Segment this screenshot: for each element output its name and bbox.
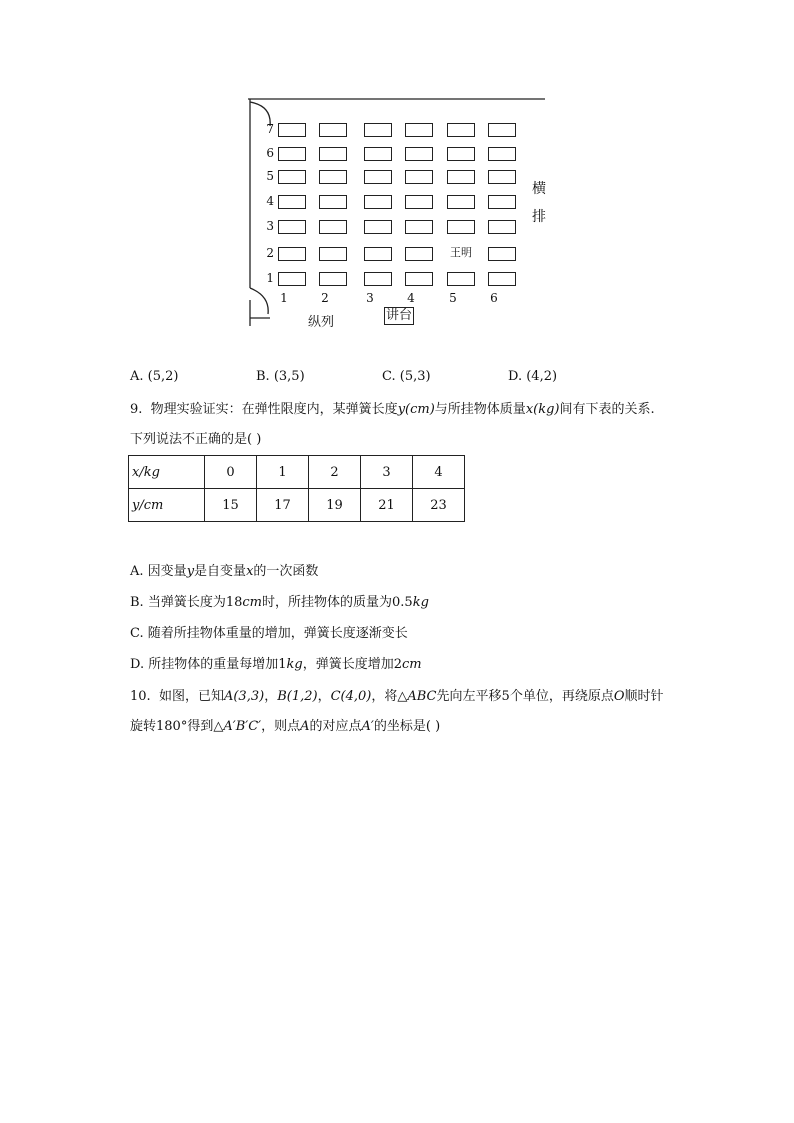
option-letter: C. xyxy=(130,626,144,641)
option-text: (4,2) xyxy=(526,369,558,384)
seat-row4-col5 xyxy=(447,195,475,209)
q9-text-3: 间有下表的关系. xyxy=(559,402,655,417)
q9-option-b[interactable] xyxy=(130,594,429,612)
seat-row5-col6 xyxy=(488,170,516,184)
seat-row1-col3 xyxy=(364,272,392,286)
seat-row4-col1 xyxy=(278,195,306,209)
table-cell: 2 xyxy=(309,456,361,489)
q10-point: A′ xyxy=(361,719,374,734)
seat-row5-col5 xyxy=(447,170,475,184)
seat-row7-col4 xyxy=(405,123,433,137)
q9-option-d[interactable] xyxy=(130,656,422,674)
table-cell: 23 xyxy=(413,489,465,522)
seat-row6-col6 xyxy=(488,147,516,161)
row-number-label: 6 xyxy=(266,146,274,160)
q10-point-a: A(3,3) xyxy=(223,689,265,704)
column-number-label: 4 xyxy=(407,291,415,305)
option-value: 1 xyxy=(278,657,287,672)
option-text: 因变量 xyxy=(147,564,187,579)
option-letter: D. xyxy=(130,657,145,672)
seat-row6-col2 xyxy=(319,147,347,161)
seat-row3-col6 xyxy=(488,220,516,234)
option-text: (3,5) xyxy=(273,369,305,384)
seat-row1-col4 xyxy=(405,272,433,286)
option-letter: A. xyxy=(130,369,144,384)
row-number-label: 2 xyxy=(266,246,274,260)
option-text: (5,3) xyxy=(399,369,431,384)
seat-row3-col3 xyxy=(364,220,392,234)
q10-text: ，将 xyxy=(371,689,398,704)
q9-var-y: y(cm) xyxy=(397,402,435,417)
seat-row7-col5 xyxy=(447,123,475,137)
option-letter: A. xyxy=(130,564,144,579)
q10-sep: ， xyxy=(264,689,278,704)
q10-origin: O xyxy=(613,689,625,704)
option-text: 当弹簧长度为 xyxy=(147,595,226,610)
seat-row3-col1 xyxy=(278,220,306,234)
seat-row5-col4 xyxy=(405,170,433,184)
q9-text-2: 与所挂物体质量 xyxy=(434,402,526,417)
q9-option-c[interactable] xyxy=(130,625,408,643)
option-value: 18 xyxy=(225,595,243,610)
q10-stem-line1 xyxy=(130,688,664,706)
seat-row7-col3 xyxy=(364,123,392,137)
table-cell: 3 xyxy=(361,456,413,489)
table-row-head-x: x/kg xyxy=(129,456,205,489)
table-cell: 15 xyxy=(205,489,257,522)
seat-row6-col1 xyxy=(278,147,306,161)
seat-row2-col1 xyxy=(278,247,306,261)
option-unit: cm xyxy=(242,595,262,610)
q10-triangle-image: △A′B′C′ xyxy=(213,719,262,734)
seating-diagram xyxy=(240,92,560,332)
question-number: 10. xyxy=(130,689,151,704)
table-cell: 19 xyxy=(309,489,361,522)
table-cell: 21 xyxy=(361,489,413,522)
seat-row6-col4 xyxy=(405,147,433,161)
option-var: y xyxy=(186,564,195,579)
option-text: ，弹簧长度增加 xyxy=(302,657,394,672)
seat-row4-col4 xyxy=(405,195,433,209)
seat-row3-col4 xyxy=(405,220,433,234)
table-row-head-y: y/cm xyxy=(129,489,205,522)
option-var: x xyxy=(246,564,254,579)
option-text: 随着所挂物体重量的增加，弹簧长度逐渐变长 xyxy=(147,626,408,641)
q10-text: 的对应点 xyxy=(309,719,362,734)
q10-point-c: C(4,0) xyxy=(330,689,372,704)
seat-row2-col3 xyxy=(364,247,392,261)
column-number-label: 2 xyxy=(321,291,329,305)
q9-stem-line1 xyxy=(130,401,655,419)
seat-row1-col1 xyxy=(278,272,306,286)
seat-row4-col6 xyxy=(488,195,516,209)
seat-row6-col5 xyxy=(447,147,475,161)
q9-option-a[interactable] xyxy=(130,563,318,581)
table-cell: 1 xyxy=(257,456,309,489)
q10-text: 顺时针 xyxy=(624,689,664,704)
q9-text-1: 物理实验证实：在弹性限度内，某弹簧长度 xyxy=(150,402,398,417)
seat-name-label: 王明 xyxy=(450,246,472,259)
q10-stem-line2 xyxy=(130,718,440,736)
q10-value: 5 xyxy=(501,689,510,704)
option-letter: D. xyxy=(508,369,523,384)
bottom-door-arc xyxy=(250,288,268,314)
q9-stem-line2: 下列说法不正确的是( ) xyxy=(130,432,262,447)
column-number-label: 6 xyxy=(490,291,498,305)
seat-row5-col1 xyxy=(278,170,306,184)
seat-row4-col3 xyxy=(364,195,392,209)
option-text: 时，所挂物体的质量为 xyxy=(262,595,393,610)
table-row xyxy=(129,456,465,489)
column-number-label: 5 xyxy=(449,291,457,305)
q8-option-b[interactable] xyxy=(256,368,305,386)
seat-row4-col2 xyxy=(319,195,347,209)
q10-sep: ， xyxy=(317,689,331,704)
q10-text: 先向左平移 xyxy=(436,689,502,704)
q8-option-d[interactable] xyxy=(508,368,557,386)
option-unit: kg xyxy=(286,657,303,672)
seat-row1-col5 xyxy=(447,272,475,286)
q10-text: 得到 xyxy=(187,719,214,734)
option-letter: B. xyxy=(130,595,144,610)
seat-row7-col1 xyxy=(278,123,306,137)
seat-row1-col2 xyxy=(319,272,347,286)
column-axis-label: 纵列 xyxy=(308,315,335,330)
side-label-heng: 横 xyxy=(532,181,546,197)
table-row xyxy=(129,489,465,522)
q10-point: A xyxy=(300,719,310,734)
question-number: 9. xyxy=(130,402,143,417)
row-number-label: 3 xyxy=(266,219,274,233)
q10-angle: 180° xyxy=(156,719,188,734)
seat-row5-col2 xyxy=(319,170,347,184)
option-value: 0.5 xyxy=(392,595,413,610)
seat-row5-col3 xyxy=(364,170,392,184)
row-number-label: 7 xyxy=(266,122,274,136)
q10-text: ，则点 xyxy=(261,719,301,734)
q10-point-b: B(1,2) xyxy=(277,689,318,704)
table-cell: 0 xyxy=(205,456,257,489)
option-text: (5,2) xyxy=(147,369,179,384)
row-number-label: 5 xyxy=(266,169,274,183)
row-number-label: 1 xyxy=(266,271,274,285)
q8-option-c[interactable] xyxy=(382,368,431,386)
option-text: 的一次函数 xyxy=(253,564,319,579)
option-unit: kg xyxy=(412,595,429,610)
q9-data-table xyxy=(128,455,465,522)
option-value: 2 xyxy=(393,657,403,672)
seat-row3-col2 xyxy=(319,220,347,234)
q10-text: 的坐标是( ) xyxy=(373,719,441,734)
option-letter: C. xyxy=(382,369,396,384)
option-unit: cm xyxy=(402,657,422,672)
podium-label: 讲台 xyxy=(386,308,413,323)
q10-text: 如图，已知 xyxy=(158,689,224,704)
table-cell: 4 xyxy=(413,456,465,489)
seat-row2-col4 xyxy=(405,247,433,261)
column-number-label: 1 xyxy=(280,291,288,305)
table-cell: 17 xyxy=(257,489,309,522)
q10-text: 个单位，再绕原点 xyxy=(509,689,614,704)
option-text: 是自变量 xyxy=(194,564,247,579)
seat-row2-col5 xyxy=(447,247,475,261)
seat-row2-col2 xyxy=(319,247,347,261)
option-letter: B. xyxy=(256,369,270,384)
side-label-pai: 排 xyxy=(532,209,546,225)
seat-row3-col5 xyxy=(447,220,475,234)
seat-row2-col6 xyxy=(488,247,516,261)
q8-option-a[interactable] xyxy=(130,368,179,386)
q9-var-x: x(kg) xyxy=(525,402,560,417)
q10-text: 旋转 xyxy=(130,719,157,734)
q10-triangle: △ABC xyxy=(397,689,437,704)
row-number-label: 4 xyxy=(266,194,274,208)
seat-row7-col6 xyxy=(488,123,516,137)
option-text: 所挂物体的重量每增加 xyxy=(148,657,279,672)
seat-row7-col2 xyxy=(319,123,347,137)
column-number-label: 3 xyxy=(366,291,374,305)
seat-row6-col3 xyxy=(364,147,392,161)
seat-row1-col6 xyxy=(488,272,516,286)
